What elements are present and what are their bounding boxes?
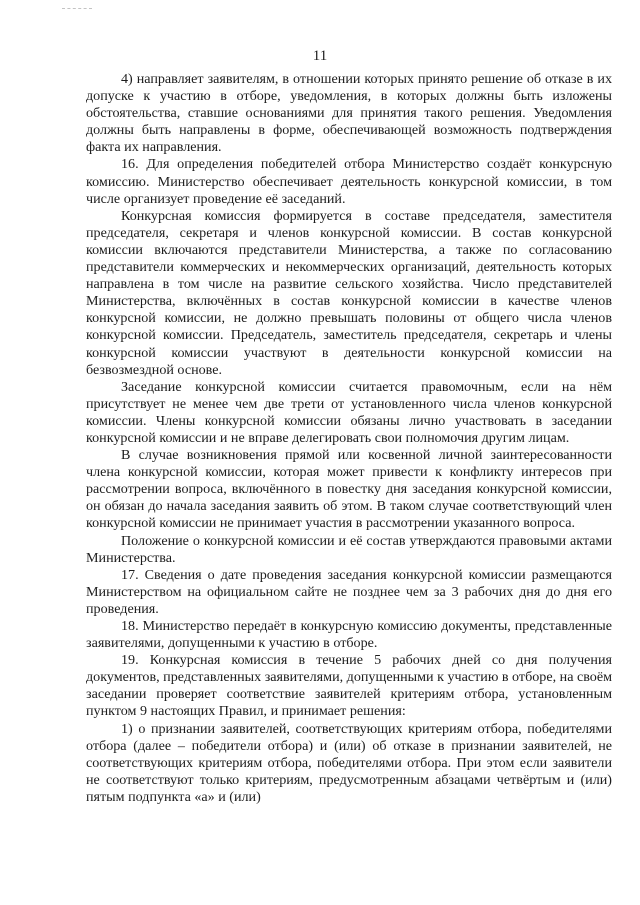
paragraph-19-review: 19. Конкурсная комиссия в течение 5 рабочих дней со дня получения документов, представленных заявителями, допущенными к участию в отборе, на своём заседании проверяет соответствие заявителей критериям отбора, установленным пунктом 9 настоящих Правил, и принимает решения:	[86, 652, 613, 720]
paragraph-conflict-of-interest: В случае возникновения прямой или косвенной личной заинтересованности члена конкурсной комиссии, которая может привести к конфликту интересов при рассмотрении вопроса, включённого в повестку дня заседания конкурсной комиссии, он обязан до начала заседания заявить об этом. В таком случае соответствующий член конкурсной комиссии не принимает участия в рассмотрении указанного вопроса.	[86, 447, 612, 532]
document-body	[86, 71, 612, 806]
paragraph-16-commission: 16. Для определения победителей отбора Министерство создаёт конкурсную комиссию. Министерство обеспечивает деятельность конкурсной комиссии, в том числе организует проведение её заседаний.	[86, 156, 612, 207]
paragraph-17-meeting-date: 17. Сведения о дате проведения заседания конкурсной комиссии размещаются Министерством на официальном сайте не позднее чем за 3 рабочих дня до дня его проведения.	[86, 566, 612, 617]
paragraph-regulation-approval: Положение о конкурсной комиссии и её состав утверждаются правовыми актами Министерства.	[86, 532, 612, 566]
paragraph-item-1-winners: 1) о признании заявителей, соответствующих критериям отбора, победителями отбора (далее – победители отбора) и (или) об отказе в признании заявителей, не соответствующих критериям отбора, победителями отбора. При этом если заявители не соответствуют только критериям, предусмотренным абзацами четвёртым и (или) пятым подпункта «а» и (или)	[86, 720, 612, 805]
scan-artifact	[62, 8, 92, 12]
paragraph-item-4-notice: 4) направляет заявителям, в отношении которых принято решение об отказе в их допуске к участию в отборе, уведомления, в которых должны быть изложены обстоятельства, ставшие основаниями для принятия такого решения. Уведомления должны быть направлены в форме, обеспечивающей возможность подтверждения факта их направления.	[86, 71, 612, 156]
paragraph-18-documents-transfer: 18. Министерство передаёт в конкурсную комиссию документы, представленные заявителями, допущенными к участию в отборе.	[86, 618, 612, 652]
page-number: 11	[312, 48, 328, 64]
paragraph-quorum: Заседание конкурсной комиссии считается правомочным, если на нём присутствует не менее чем две трети от установленного числа членов конкурсной комиссии. Члены конкурсной комиссии обязаны лично участвовать в заседании конкурсной комиссии и не вправе делегировать свои полномочия другим лицам.	[86, 378, 612, 446]
paragraph-commission-composition: Конкурсная комиссия формируется в составе председателя, заместителя председателя, секретаря и членов конкурсной комиссии. В состав конкурсной комиссии включаются представители Министерства, а также по согласованию представители коммерческих и некоммерческих организаций, деятельность которых направлена в том числе на развитие сельского хозяйства. Число представителей Министерства, включённых в состав конкурсной комиссии в качестве членов конкурсной комиссии, не должно превышать половины от общего числа членов конкурсной комиссии. Председатель, заместитель председателя, секретарь и члены конкурсной комиссии участвуют в деятельности конкурсной комиссии на безвозмездной основе.	[86, 207, 612, 378]
